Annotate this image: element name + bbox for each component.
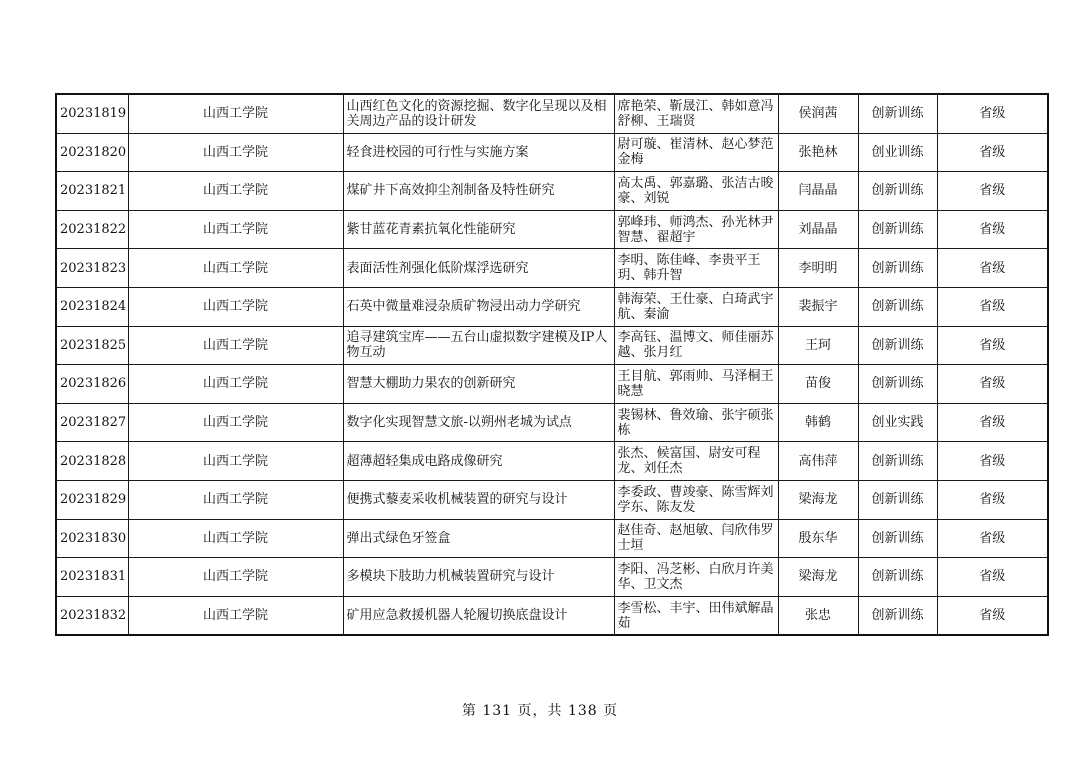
table-row [56, 94, 1048, 133]
members-cell: 席艳荣、靳晟江、韩如意冯舒柳、王瑞贤 [614, 94, 778, 133]
members-cell: 赵佳奇、赵旭敏、闫欣伟罗士垣 [614, 519, 778, 558]
level-cell: 省级 [937, 287, 1048, 326]
school-cell: 山西工学院 [128, 133, 343, 172]
members-cell: 李阳、冯芝彬、白欣月许美华、卫文杰 [614, 558, 778, 597]
project-id-cell: 20231830 [56, 519, 128, 558]
project-table [55, 93, 1049, 636]
school-cell: 山西工学院 [128, 558, 343, 597]
level-cell: 省级 [937, 403, 1048, 442]
table-row [56, 596, 1048, 635]
advisor-cell: 张忠 [778, 596, 858, 635]
page-number-footer: 第 131 页，共 138 页 [461, 703, 619, 719]
table-row [56, 249, 1048, 288]
project-title-cell: 多模块下肢助力机械装置研究与设计 [343, 558, 614, 597]
table-row [56, 442, 1048, 481]
level-cell: 省级 [937, 172, 1048, 211]
level-cell: 省级 [937, 365, 1048, 404]
advisor-cell: 刘晶晶 [778, 210, 858, 249]
project-id-cell: 20231829 [56, 480, 128, 519]
table-row [56, 326, 1048, 365]
table-row [56, 133, 1048, 172]
project-id-cell: 20231832 [56, 596, 128, 635]
level-cell: 省级 [937, 249, 1048, 288]
school-cell: 山西工学院 [128, 365, 343, 404]
members-cell: 高太禹、郭嘉璐、张洁古晙豪、刘锐 [614, 172, 778, 211]
table-row [56, 365, 1048, 404]
advisor-cell: 梁海龙 [778, 558, 858, 597]
project-type-cell: 创新训练 [858, 596, 937, 635]
level-cell: 省级 [937, 442, 1048, 481]
members-cell: 李雪松、丰宇、田伟斌解晶茹 [614, 596, 778, 635]
project-id-cell: 20231823 [56, 249, 128, 288]
project-type-cell: 创新训练 [858, 480, 937, 519]
table-row [56, 403, 1048, 442]
project-type-cell: 创新训练 [858, 210, 937, 249]
members-cell: 李高钰、温博文、师佳丽苏越、张月红 [614, 326, 778, 365]
level-cell: 省级 [937, 480, 1048, 519]
project-title-cell: 弹出式绿色牙签盒 [343, 519, 614, 558]
project-title-cell: 石英中微量难浸杂质矿物浸出动力学研究 [343, 287, 614, 326]
project-title-cell: 超薄超轻集成电路成像研究 [343, 442, 614, 481]
project-title-cell: 表面活性剂强化低阶煤浮选研究 [343, 249, 614, 288]
table-row [56, 210, 1048, 249]
table-row [56, 172, 1048, 211]
project-title-cell: 山西红色文化的资源挖掘、数字化呈现以及相关周边产品的设计研发 [343, 94, 614, 133]
members-cell: 裴锡林、鲁效瑜、张宇硕张栋 [614, 403, 778, 442]
level-cell: 省级 [937, 133, 1048, 172]
project-title-cell: 便携式藜麦采收机械装置的研究与设计 [343, 480, 614, 519]
project-type-cell: 创新训练 [858, 365, 937, 404]
project-type-cell: 创新训练 [858, 172, 937, 211]
advisor-cell: 韩鹤 [778, 403, 858, 442]
project-id-cell: 20231827 [56, 403, 128, 442]
advisor-cell: 闫晶晶 [778, 172, 858, 211]
project-id-cell: 20231822 [56, 210, 128, 249]
advisor-cell: 侯润茜 [778, 94, 858, 133]
project-title-cell: 数字化实现智慧文旅-以朔州老城为试点 [343, 403, 614, 442]
advisor-cell: 殷东华 [778, 519, 858, 558]
members-cell: 韩海荣、王仕豪、白琦武宇航、秦渝 [614, 287, 778, 326]
level-cell: 省级 [937, 519, 1048, 558]
project-id-cell: 20231824 [56, 287, 128, 326]
project-id-cell: 20231826 [56, 365, 128, 404]
project-title-cell: 追寻建筑宝库——五台山虚拟数字建模及IP人物互动 [343, 326, 614, 365]
members-cell: 郭峰玮、师鸿杰、孙光林尹智慧、翟超宇 [614, 210, 778, 249]
table-row [56, 287, 1048, 326]
project-type-cell: 创新训练 [858, 442, 937, 481]
project-type-cell: 创新训练 [858, 558, 937, 597]
school-cell: 山西工学院 [128, 249, 343, 288]
project-id-cell: 20231828 [56, 442, 128, 481]
advisor-cell: 苗俊 [778, 365, 858, 404]
school-cell: 山西工学院 [128, 210, 343, 249]
project-title-cell: 煤矿井下高效抑尘剂制备及特性研究 [343, 172, 614, 211]
level-cell: 省级 [937, 210, 1048, 249]
members-cell: 李明、陈佳峰、李贵平王玥、韩升智 [614, 249, 778, 288]
members-cell: 李委政、曹竣豪、陈雪辉刘学东、陈友发 [614, 480, 778, 519]
project-title-cell: 紫甘蓝花青素抗氧化性能研究 [343, 210, 614, 249]
advisor-cell: 裴振宇 [778, 287, 858, 326]
school-cell: 山西工学院 [128, 287, 343, 326]
members-cell: 尉可璇、崔清林、赵心梦范金梅 [614, 133, 778, 172]
level-cell: 省级 [937, 326, 1048, 365]
advisor-cell: 李明明 [778, 249, 858, 288]
school-cell: 山西工学院 [128, 480, 343, 519]
project-id-cell: 20231819 [56, 94, 128, 133]
project-type-cell: 创新训练 [858, 287, 937, 326]
advisor-cell: 张艳林 [778, 133, 858, 172]
level-cell: 省级 [937, 94, 1048, 133]
project-type-cell: 创业实践 [858, 403, 937, 442]
project-type-cell: 创新训练 [858, 94, 937, 133]
level-cell: 省级 [937, 558, 1048, 597]
members-cell: 王目航、郭雨帅、马泽桐王晓慧 [614, 365, 778, 404]
project-title-cell: 矿用应急救援机器人轮履切换底盘设计 [343, 596, 614, 635]
school-cell: 山西工学院 [128, 172, 343, 211]
table-row [56, 480, 1048, 519]
school-cell: 山西工学院 [128, 94, 343, 133]
school-cell: 山西工学院 [128, 519, 343, 558]
table-row [56, 558, 1048, 597]
level-cell: 省级 [937, 596, 1048, 635]
advisor-cell: 高伟萍 [778, 442, 858, 481]
project-type-cell: 创新训练 [858, 249, 937, 288]
members-cell: 张杰、候富国、尉安可程龙、刘任杰 [614, 442, 778, 481]
project-id-cell: 20231831 [56, 558, 128, 597]
school-cell: 山西工学院 [128, 442, 343, 481]
project-id-cell: 20231825 [56, 326, 128, 365]
project-type-cell: 创新训练 [858, 519, 937, 558]
table-row [56, 519, 1048, 558]
project-id-cell: 20231821 [56, 172, 128, 211]
project-type-cell: 创新训练 [858, 326, 937, 365]
advisor-cell: 梁海龙 [778, 480, 858, 519]
project-title-cell: 智慧大棚助力果农的创新研究 [343, 365, 614, 404]
school-cell: 山西工学院 [128, 596, 343, 635]
advisor-cell: 王珂 [778, 326, 858, 365]
school-cell: 山西工学院 [128, 326, 343, 365]
table-body [56, 94, 1048, 635]
project-id-cell: 20231820 [56, 133, 128, 172]
project-type-cell: 创业训练 [858, 133, 937, 172]
school-cell: 山西工学院 [128, 403, 343, 442]
project-title-cell: 轻食进校园的可行性与实施方案 [343, 133, 614, 172]
